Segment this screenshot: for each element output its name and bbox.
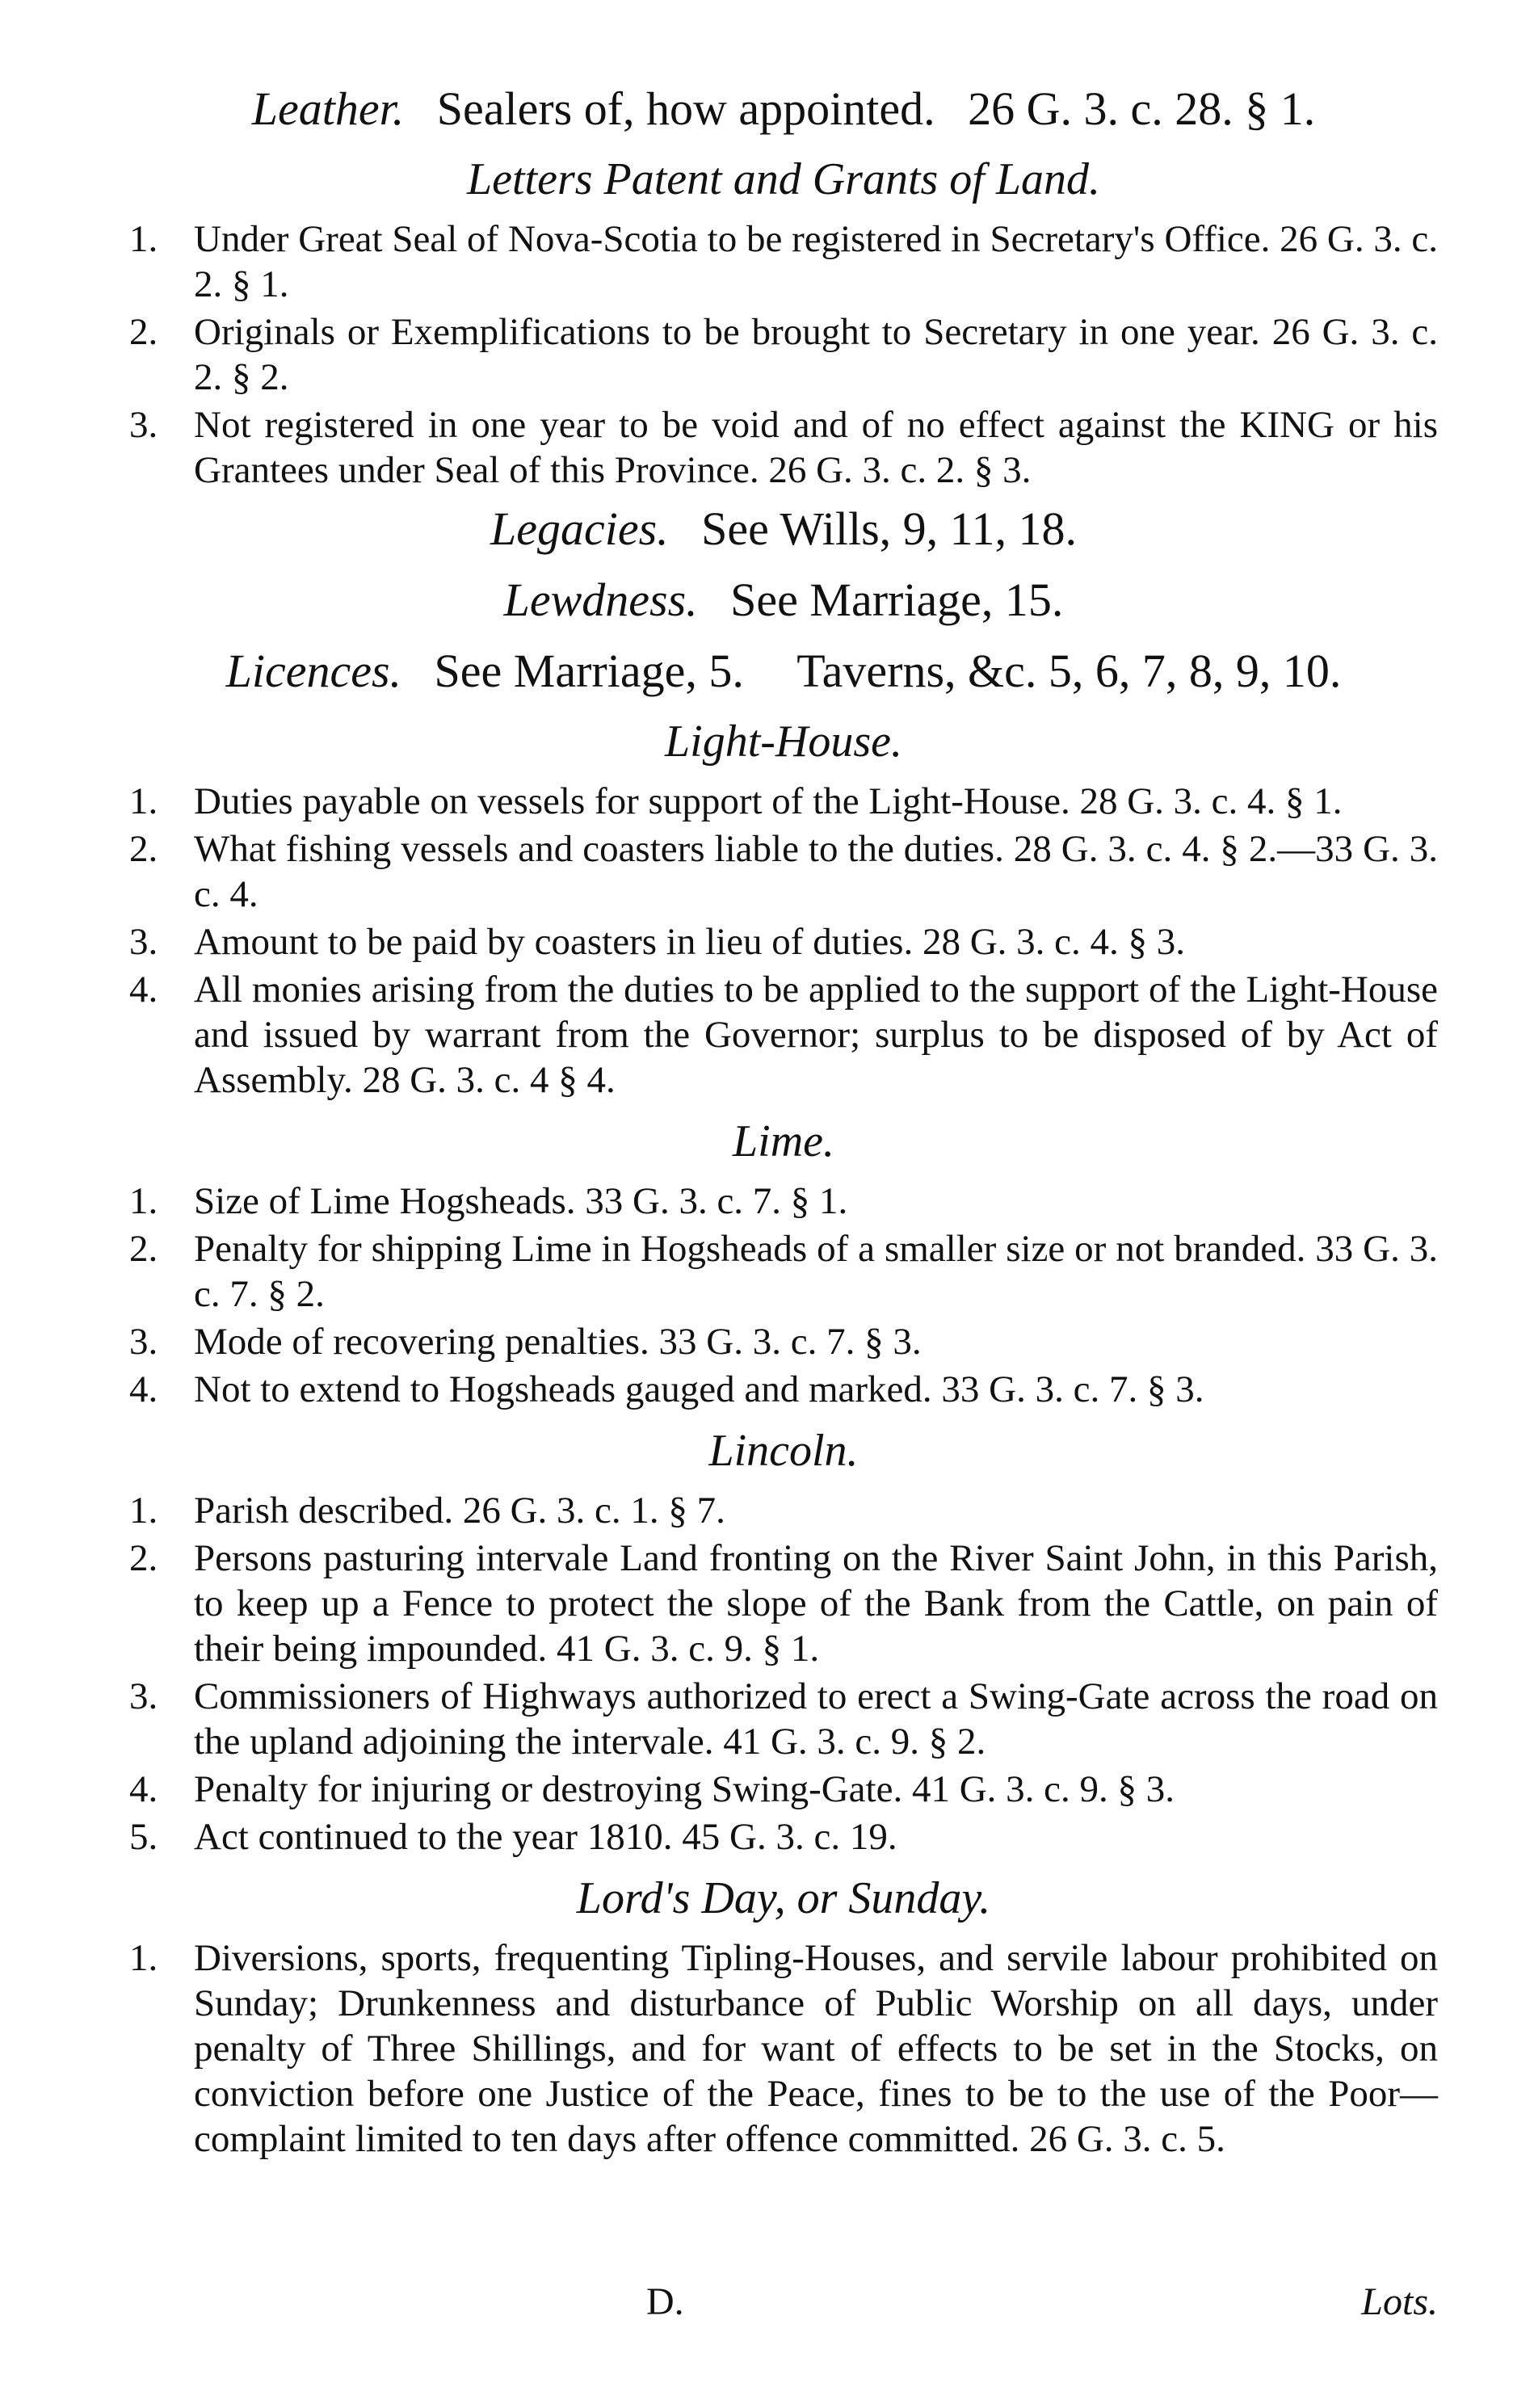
section-heading: Lime. bbox=[733, 1116, 834, 1166]
signature-mark: D. bbox=[646, 2280, 684, 2323]
item-number: 2. bbox=[129, 828, 158, 870]
item-text: Not registered in one year to be void and of no effect against the KING or his Grantees under Seal of this Province. 26 G. 3. c. 2. § 3. bbox=[194, 404, 1438, 491]
legacies-entry bbox=[129, 498, 1438, 561]
item-text: Persons pasturing intervale Land fronting on the River Saint John, in this Parish, to keep up a Fence to protect the slope of the Bank from the Cattle, on pain of their being impounded. 41 G. 3. c. 9. § 1. bbox=[194, 1537, 1438, 1670]
section-light-house bbox=[129, 711, 1438, 1103]
item-number: 4. bbox=[129, 1368, 158, 1410]
item-text: Amount to be paid by coasters in lieu of duties. 28 G. 3. c. 4. § 3. bbox=[194, 921, 1186, 963]
licences-entry bbox=[129, 640, 1438, 703]
item-number: 1. bbox=[129, 780, 158, 822]
list-item bbox=[129, 779, 1438, 824]
list-item bbox=[129, 1179, 1438, 1224]
item-number: 2. bbox=[129, 311, 158, 353]
catchword: Lots. bbox=[1361, 2280, 1438, 2323]
list-item bbox=[129, 1536, 1438, 1671]
item-number: 3. bbox=[129, 1675, 158, 1717]
list-item bbox=[129, 826, 1438, 917]
list-item bbox=[129, 402, 1438, 493]
list-item bbox=[129, 1319, 1438, 1364]
item-text: Diversions, sports, frequenting Tipling-Houses, and servile labour prohibited on Sunday; Drunkenness and disturbance of Public Worship on all days, under penalty of Three Shillings, and for want of effects to be set in the Stocks, on conviction before one Justice of the Peace, fines to be to the use of the Poor—complaint limited to ten days after offence committed. 26 G. 3. c. 5. bbox=[194, 1937, 1438, 2160]
item-text: Duties payable on vessels for support of the Light-House. 28 G. 3. c. 4. § 1. bbox=[194, 780, 1343, 822]
item-text: Mode of recovering penalties. 33 G. 3. c. 7. § 3. bbox=[194, 1321, 922, 1363]
item-text: Size of Lime Hogsheads. 33 G. 3. c. 7. § 1. bbox=[194, 1180, 848, 1222]
list-item bbox=[129, 1367, 1438, 1412]
entry-text: Sealers of, how appointed. bbox=[436, 82, 935, 135]
item-text: Not to extend to Hogsheads gauged and marked. 33 G. 3. c. 7. § 3. bbox=[194, 1368, 1204, 1410]
entry-term: Lewdness. bbox=[503, 574, 698, 626]
list-item bbox=[129, 967, 1438, 1103]
item-text: Parish described. 26 G. 3. c. 1. § 7. bbox=[194, 1490, 725, 1532]
lewdness-entry bbox=[129, 569, 1438, 632]
section-letters-patent bbox=[129, 149, 1438, 493]
section-lime bbox=[129, 1111, 1438, 1412]
list-item bbox=[129, 1488, 1438, 1533]
item-text: All monies arising from the duties to be applied to the support of the Light-House and issued by warrant from the Governor; surplus to be disposed of by Act of Assembly. 28 G. 3. c. 4 § 4. bbox=[194, 969, 1438, 1101]
list-item bbox=[129, 309, 1438, 400]
item-number: 3. bbox=[129, 404, 158, 446]
item-text: Act continued to the year 1810. 45 G. 3. c. 19. bbox=[194, 1816, 897, 1858]
list-item bbox=[129, 1814, 1438, 1860]
entry-text-2: Taverns, &c. 5, 6, 7, 8, 9, 10. bbox=[796, 645, 1342, 697]
list-item bbox=[129, 216, 1438, 307]
item-number: 3. bbox=[129, 921, 158, 963]
item-number: 1. bbox=[129, 1490, 158, 1532]
entry-text: See Marriage, 5. bbox=[434, 645, 744, 697]
item-number: 3. bbox=[129, 1321, 158, 1363]
list-item bbox=[129, 1767, 1438, 1812]
entry-citation: 26 G. 3. c. 28. § 1. bbox=[968, 82, 1316, 135]
entry-text: See Wills, 9, 11, 18. bbox=[701, 502, 1078, 555]
section-lords-day bbox=[129, 1868, 1438, 2162]
item-text: Under Great Seal of Nova-Scotia to be registered in Secretary's Office. 26 G. 3. c. 2. § 1. bbox=[194, 218, 1438, 305]
section-heading: Letters Patent and Grants of Land. bbox=[466, 154, 1101, 204]
section-heading: Light-House. bbox=[665, 717, 902, 767]
list-item bbox=[129, 1674, 1438, 1764]
item-text: Penalty for injuring or destroying Swing-Gate. 41 G. 3. c. 9. § 3. bbox=[194, 1768, 1175, 1810]
entry-term: Leather. bbox=[251, 82, 405, 135]
list-item bbox=[129, 1935, 1438, 2162]
leather-entry bbox=[129, 78, 1438, 141]
index-page bbox=[129, 73, 1438, 2164]
item-text: Commissioners of Highways authorized to erect a Swing-Gate across the road on the upland adjoining the intervale. 41 G. 3. c. 9. § 2. bbox=[194, 1675, 1438, 1763]
item-number: 1. bbox=[129, 1180, 158, 1222]
item-text: Originals or Exemplifications to be brought to Secretary in one year. 26 G. 3. c. 2. § 2. bbox=[194, 311, 1438, 398]
item-number: 4. bbox=[129, 969, 158, 1011]
entry-term: Licences. bbox=[225, 645, 402, 697]
list-item bbox=[129, 1226, 1438, 1317]
item-text: What fishing vessels and coasters liable to the duties. 28 G. 3. c. 4. § 2.—33 G. 3. c. 4. bbox=[194, 828, 1438, 915]
item-number: 2. bbox=[129, 1228, 158, 1270]
item-number: 4. bbox=[129, 1768, 158, 1810]
item-number: 1. bbox=[129, 1937, 158, 1979]
list-item bbox=[129, 919, 1438, 964]
section-heading: Lord's Day, or Sunday. bbox=[576, 1873, 991, 1923]
item-number: 1. bbox=[129, 218, 158, 260]
item-text: Penalty for shipping Lime in Hogsheads of a smaller size or not branded. 33 G. 3. c. 7. § 2. bbox=[194, 1228, 1438, 1315]
section-heading: Lincoln. bbox=[708, 1426, 859, 1476]
section-lincoln bbox=[129, 1420, 1438, 1860]
entry-text: See Marriage, 15. bbox=[730, 574, 1064, 626]
item-number: 5. bbox=[129, 1816, 158, 1858]
item-number: 2. bbox=[129, 1537, 158, 1579]
entry-term: Legacies. bbox=[490, 502, 669, 555]
